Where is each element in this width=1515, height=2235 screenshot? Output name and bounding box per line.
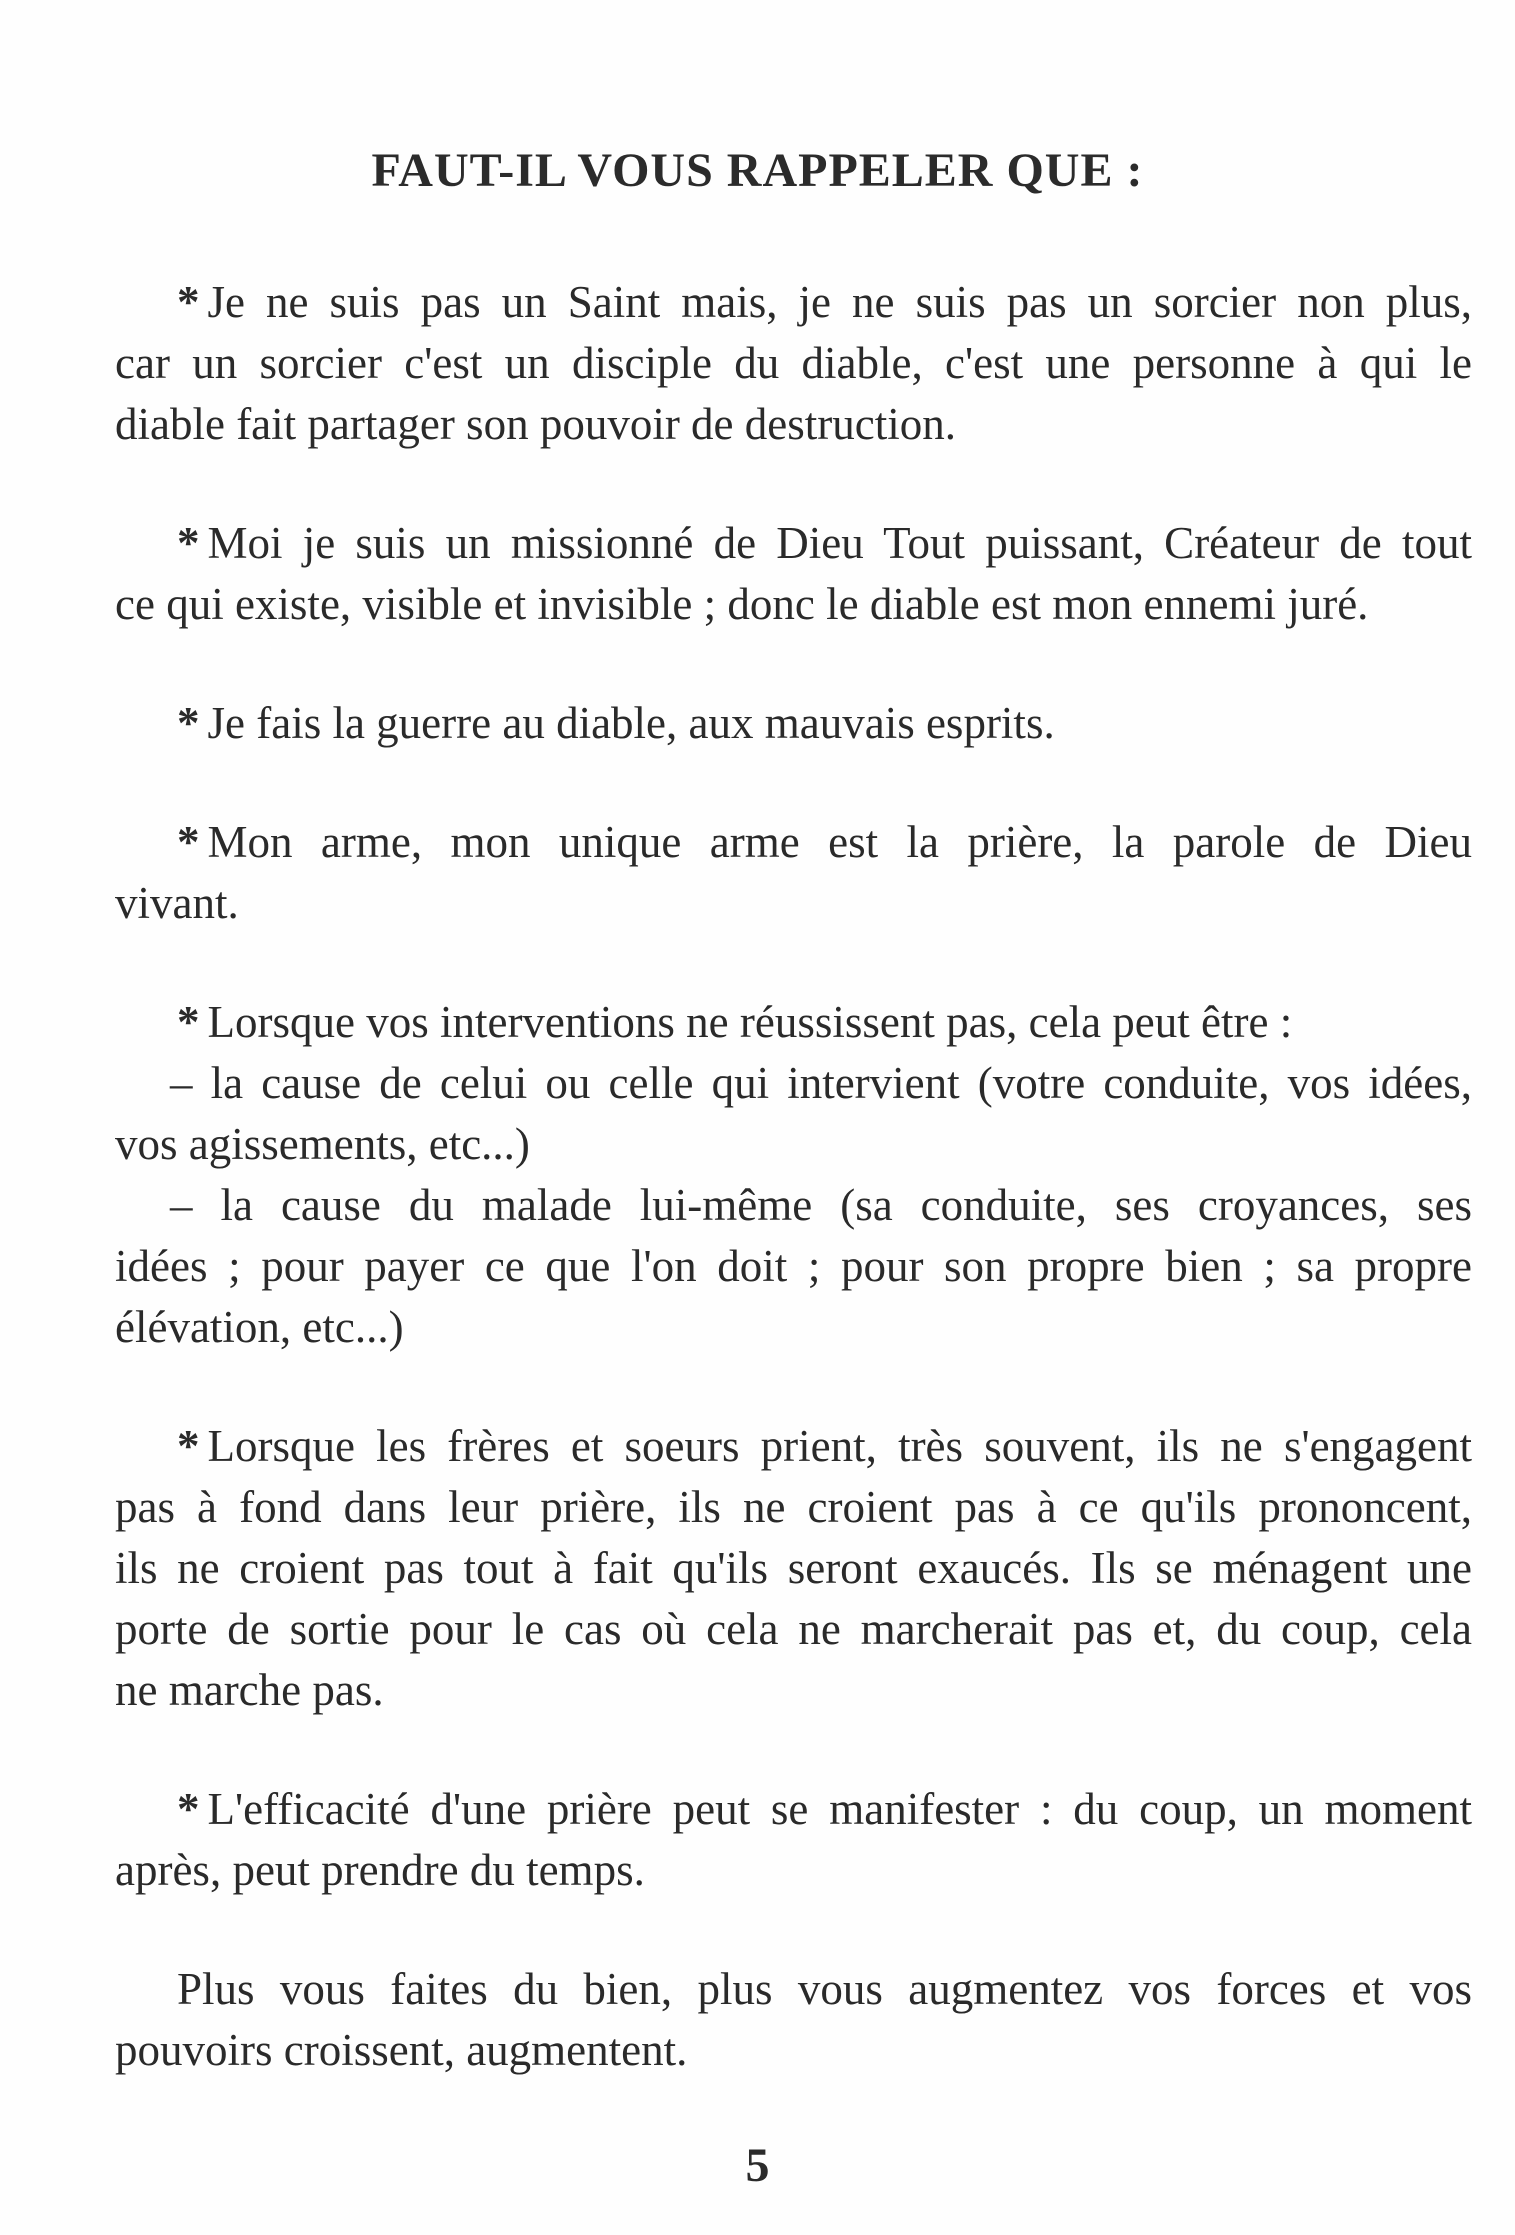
paragraph-line: * L'efficacité d'une prière peut se manifester : du coup, un moment [177,1784,1472,1834]
paragraph-line: pouvoirs croissent, augmentent. [115,2025,688,2075]
bullet-asterisk: * [177,277,200,327]
paragraph-line: * Lorsque vos interventions ne réussissent pas, cela peut être : [177,997,1293,1047]
paragraph-sorcier [115,272,1472,455]
paragraph-conclusion [115,1959,1472,2081]
paragraph-prieres [115,1416,1472,1721]
paragraph-line: élévation, etc...) [115,1302,404,1352]
paragraph-line: * Moi je suis un missionné de Dieu Tout puissant, Créateur de tout [177,518,1472,568]
paragraph-line: * Lorsque les frères et soeurs prient, très souvent, ils ne s'engagent [177,1421,1472,1471]
paragraph-line: ne marche pas. [115,1665,384,1715]
bullet-asterisk: * [177,997,200,1047]
paragraph-line: après, peut prendre du temps. [115,1845,645,1895]
paragraph-guerre [115,693,1472,754]
paragraph-line: ce qui existe, visible et invisible ; donc le diable est mon ennemi juré. [115,579,1369,629]
bullet-asterisk: * [177,698,200,748]
paragraph-line: porte de sortie pour le cas où cela ne marcherait pas et, du coup, cela [115,1604,1472,1654]
paragraph-line: * Mon arme, mon unique arme est la prière, la parole de Dieu [177,817,1472,867]
paragraph-line: idées ; pour payer ce que l'on doit ; pour son propre bien ; sa propre [115,1241,1472,1291]
bullet-asterisk: * [177,817,200,867]
paragraph-line: diable fait partager son pouvoir de destruction. [115,399,956,449]
paragraph-line: vos agissements, etc...) [115,1119,530,1169]
paragraph-line: Plus vous faites du bien, plus vous augmentez vos forces et vos [177,1964,1472,2014]
paragraph-line: * Je fais la guerre au diable, aux mauvais esprits. [177,698,1055,748]
bullet-asterisk: * [177,1784,200,1834]
page-title: FAUT-IL VOUS RAPPELER QUE : [371,144,1144,197]
paragraph-line: ils ne croient pas tout à fait qu'ils seront exaucés. Ils se ménagent une [115,1543,1472,1593]
paragraph-line: – la cause de celui ou celle qui intervient (votre conduite, vos idées, [170,1058,1472,1108]
paragraph-efficacite [115,1779,1472,1901]
document-body [115,272,1472,2139]
paragraph-line: pas à fond dans leur prière, ils ne croient pas à ce qu'ils prononcent, [115,1482,1472,1532]
paragraph-missionne [115,513,1472,635]
paragraph-line: car un sorcier c'est un disciple du diable, c'est une personne à qui le [115,338,1472,388]
paragraph-arme [115,812,1472,934]
bullet-asterisk: * [177,518,200,568]
paragraph-interventions [115,992,1472,1358]
page-number: 5 [745,2139,770,2192]
paragraph-line: vivant. [115,878,239,928]
bullet-asterisk: * [177,1421,200,1471]
paragraph-line: * Je ne suis pas un Saint mais, je ne suis pas un sorcier non plus, [177,277,1472,327]
paragraph-line: – la cause du malade lui-même (sa conduite, ses croyances, ses [170,1180,1472,1230]
